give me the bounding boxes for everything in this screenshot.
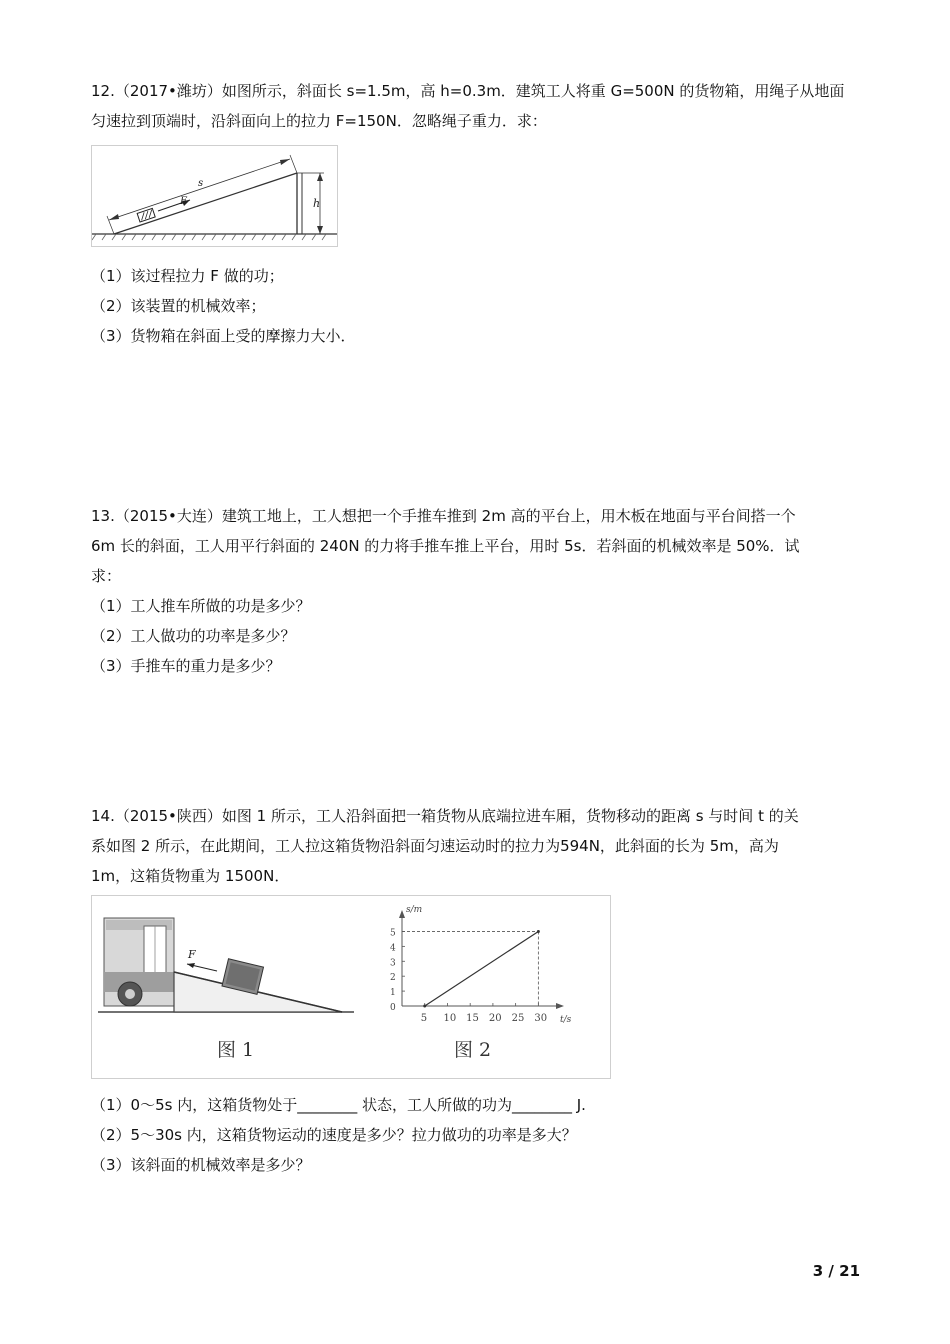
y-axis-arrow <box>399 910 405 918</box>
x-tick-label: 25 <box>511 1013 525 1024</box>
q14-text-line2: 系如图 2 所示，在此期间，工人拉这箱货物沿斜面匀速运动时的拉力为594N，此斜面的长为 5m，高为 <box>91 837 779 855</box>
y-tick-label: 1 <box>390 988 396 999</box>
data-point <box>423 1005 426 1008</box>
q14-figure <box>91 895 611 1079</box>
q12-incline-diagram <box>92 146 337 246</box>
q12-sub-1: （1）该过程拉力 F 做的功； <box>91 267 284 285</box>
q14-fig2-caption: 图 2 <box>454 1039 492 1061</box>
series-line <box>425 931 539 1006</box>
q12-F-label: F <box>180 196 187 207</box>
q12-s-label: s <box>198 178 204 189</box>
data-point <box>537 930 540 933</box>
q12-incline-figure <box>91 145 338 247</box>
q13-sub-2: （2）工人做功的功率是多少？ <box>91 627 296 645</box>
x-tick-label: 15 <box>466 1013 479 1024</box>
y-tick-label: 3 <box>390 958 396 969</box>
q12-sub-2: （2）该装置的机械效率； <box>91 297 266 315</box>
x-tick-label: 30 <box>534 1013 548 1024</box>
q14-s-t-graph <box>362 896 602 1078</box>
q14-text-line3: 1m，这箱货物重为 1500N． <box>91 867 290 885</box>
q13-text-line3: 求： <box>91 567 122 585</box>
q12-text-line2: 匀速拉到顶端时，沿斜面向上的拉力 F=150N．忽略绳子重力．求： <box>91 112 547 130</box>
q13-sub-1: （1）工人推车所做的功是多少？ <box>91 597 311 615</box>
x-axis-arrow <box>556 1003 564 1009</box>
y-tick-label: 0 <box>390 1003 396 1013</box>
q14-truck-ramp-diagram <box>92 896 362 1078</box>
y-tick-label: 2 <box>390 973 396 984</box>
page-number: 3 / 21 <box>812 1262 860 1280</box>
x-tick-label: 20 <box>488 1013 502 1024</box>
q12-text-line1: 12.（2017•潍坊）如图所示，斜面长 s=1.5m，高 h=0.3m．建筑工人将重 G=500N 的货物箱，用绳子从地面 <box>91 82 845 100</box>
q14-sub-2: （2）5～30s 内，这箱货物运动的速度是多少？拉力做功的功率是多大？ <box>91 1126 577 1144</box>
q12-h-label: h <box>313 197 321 210</box>
x-tick-label: 5 <box>420 1013 428 1024</box>
q13-text-line2: 6m 长的斜面，工人用平行斜面的 240N 的力将手推车推上平台，用时 5s．若斜面的机械效率是 50%．试 <box>91 537 800 555</box>
y-tick-label: 5 <box>390 928 396 939</box>
q14-sub-3: （3）该斜面的机械效率是多少？ <box>91 1156 311 1174</box>
y-tick-label: 4 <box>390 943 396 954</box>
x-axis-label: t/s <box>560 1015 572 1025</box>
q13-text-line1: 13.（2015•大连）建筑工地上，工人想把一个手推车推到 2m 高的平台上，用木板在地面与平台间搭一个 <box>91 507 796 525</box>
q14-fig1-caption: 图 1 <box>217 1039 255 1061</box>
q13-sub-3: （3）手推车的重力是多少？ <box>91 657 281 675</box>
q14-fig1-F-label: F <box>188 948 196 961</box>
q14-text-line1: 14.（2015•陕西）如图 1 所示，工人沿斜面把一箱货物从底端拉进车厢，货物移动的距离 s 与时间 t 的关 <box>91 807 799 825</box>
q12-sub-3: （3）货物箱在斜面上受的摩擦力大小． <box>91 327 356 345</box>
q14-sub-1: （1）0～5s 内，这箱货物处于________ 状态，工人所做的功为________ J. <box>91 1096 586 1114</box>
x-tick-label: 10 <box>443 1013 457 1024</box>
y-axis-label: s/m <box>406 905 423 915</box>
